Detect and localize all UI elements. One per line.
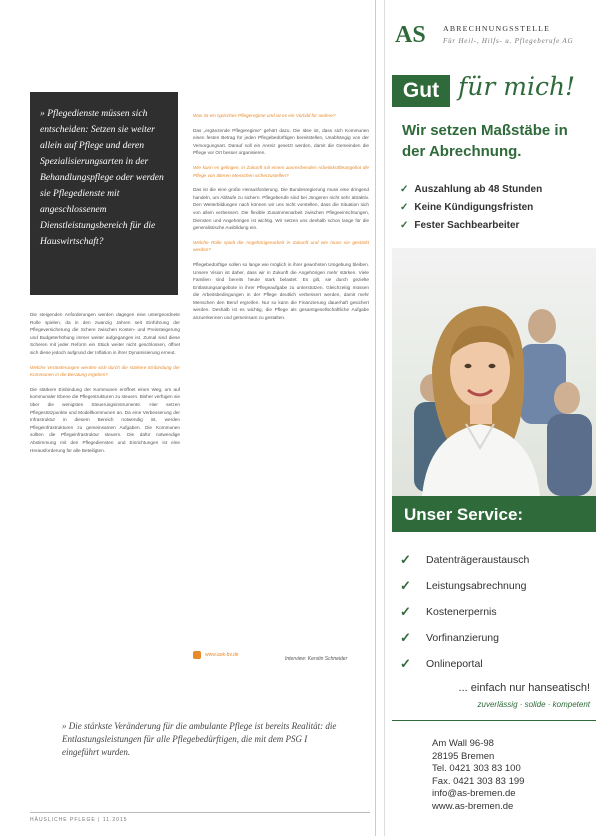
- check-icon: ✓: [400, 604, 411, 619]
- company-name: ABRECHNUNGSSTELLE: [443, 24, 551, 33]
- service-label: Onlineportal: [426, 658, 483, 670]
- ad-bullet: [400, 220, 595, 231]
- service-item: [400, 604, 595, 620]
- service-title: Unser Service:: [404, 505, 524, 524]
- interview-question: Welche Rolle spielt die Angehörigenarbeit in Zukunft und wie muss sie gestärkt werden?: [193, 239, 369, 253]
- link-text: www.aok-bv.de: [205, 652, 239, 658]
- check-icon: ✓: [400, 552, 411, 567]
- interview-question: Wie kann es gelingen, in Zukunft mit einem ausreichenden Arbeitskräfteangebot die Pflege von älteren Menschen sicherzustellen?: [193, 164, 369, 178]
- contact-block: [432, 738, 524, 813]
- service-list: [400, 552, 595, 682]
- pull-quote-box: [30, 92, 178, 295]
- contact-fax: Fax. 0421 303 83 199: [432, 775, 525, 787]
- article-paragraph: Pflegebedürftige sollen so lange wie möglich in ihrer gewohnten Umgebung bleiben. Unsere Vision ist daher, dass wir in Zukunft die Angehörigen mehr stärken. Viele Familien sind bereits heute stark belastet. Es gilt, sie durch gezielte Entlastungsangebote in ihrer Pflegeaufgabe zu unterstützen. Gleichzeitig müssen die Arbeitsbedingungen in der Pflege deutlich verbessert werden, damit mehr Menschen den Beruf ergreifen. Nur so kann die Finanzierung dauerhaft gesichert werden. Deshalb ist es wichtig, die Pflege als gesamtgesellschaftliche Aufgabe anzuerkennen und gemeinsam zu gestalten.: [193, 261, 369, 321]
- article-paragraph: Das ist die eine große Herausforderung. Die Bundesregierung muss eine dringend handeln, um Abläufe zu sichern. Pflegeberufe sind bei Jüngeren nicht sehr attraktiv. Den Weiterbildungen nach können wir uns nicht vorstellen, dass die Situation sich von allein verbessert. Die flexible Zusammenarbeit zwischen Pflegeeinrichtungen, Diensten und Angehörigen ist wichtig. Wir setzen uns deshalb schon lange für die generalistische Ausbildung ein.: [193, 187, 369, 231]
- interview-question: Welche Veränderungen werden sich durch die stärkere Einbindung der Kommunen in die Beratung ergeben?: [30, 364, 180, 378]
- service-label: Kostenerpernis: [426, 606, 497, 618]
- service-label: Vorfinanzierung: [426, 632, 499, 644]
- ad-bullet: [400, 202, 595, 213]
- ad-bullet: [400, 184, 595, 195]
- ad-tagline-sub: zuverlässig · solide · kompetent: [477, 700, 590, 709]
- article-paragraph: Die stärkere Einbindung der Kommunen eröffnet einen Weg, um auf kommunaler Ebene die Pflegestrukturen zu steuern. Bisher verfügen sie über die wenigsten Steuerungsinstrumente. Hier setzen Pflegestützpunkte und Modellkommunen an. Da eine Verbesserung der Infrastruktur in diesem Bereich notwendig ist, werden Pflegeinfrastrukturen zu gemeinsamen Aufgaben. Die Kommunen sollten die Pflegeinfrastruktur steuern. Die dafür notwendige Abstimmung mit den Pflegediensten und Einrichtungen ist eine Herausforderung für alle Beteiligten.: [30, 386, 180, 453]
- interview-signature: Interview: Kerstin Schneider: [285, 656, 348, 662]
- column-divider: [375, 0, 376, 836]
- article-column-left: [30, 311, 180, 461]
- check-icon: ✓: [400, 202, 409, 213]
- service-item: [400, 552, 595, 568]
- ad-divider: [392, 720, 596, 721]
- article-link[interactable]: [193, 651, 273, 659]
- ad-headline: Wir setzen Maßstäbe in der Abrechnung.: [402, 122, 568, 160]
- service-item: [400, 578, 595, 594]
- bullet-label: Fester Sachbearbeiter: [414, 220, 520, 231]
- service-label: Datenträgeraustausch: [426, 554, 530, 566]
- contact-street: Am Wall 96-98: [432, 738, 494, 749]
- article-paragraph: Das „ergänzende Pflegeregime“ gehört dazu. Die Idee ist, dass sich Kommunen einen festen Betrag für jeden Pflegebedürftigen bereitstellen, Unabhängig von der Versorgungsart. Darauf soll ein Anreiz gesetzt werden, damit die Gemeinden die Pflege vor Ort besser organisieren.: [193, 127, 369, 156]
- bullet-label: Auszahlung ab 48 Stunden: [414, 184, 543, 195]
- service-label: Leistungsabrechnung: [426, 580, 527, 592]
- bullet-label: Keine Kündigungsfristen: [414, 202, 534, 213]
- gut-badge: [392, 75, 450, 107]
- check-icon: ✓: [400, 184, 409, 195]
- pull-quote-text: » Pflegedienste müssen sich entscheiden: Setzen sie weiter allein auf Pflege und deren Spezialisierungsarten in der Behandlungspflege oder werden sie Pflegedienste mit angeschlossenem Dienstleistungsbereich für die Hauswirtschaft?: [40, 108, 164, 247]
- contact-city: 28195 Bremen: [432, 750, 495, 762]
- contact-web[interactable]: www.as-bremen.de: [432, 800, 514, 812]
- article-paragraph: Die steigenden Anforderungen werden dagegen eine untergeordnete Rolle spielen, da in den zwanzig Jahren seit Einführung der Pflegeversicherung die Schere zwischen Kosten- und Preissteigerung und Budgeterhöhung immer weiter aufgegangen ist. Zumal sind diese Scheren mit jeder Reform ein Stück weiter nicht geschlossen, öffnet sich diese jedoch aufgrund der Inflation in ihrer Dynamisierung erneut.: [30, 312, 180, 355]
- pull-quote-bottom: » Die stärkste Veränderung für die ambulante Pflege ist bereits Realität: die Entlastungsleistungen für alle Pflegebedürftigen, die mit dem PSG I eingeführt wurden.: [62, 721, 337, 757]
- company-subtitle: Für Heil-, Hilfs- u. Pflegeberufe AG: [443, 37, 574, 45]
- ad-bullet-list: [400, 184, 595, 238]
- ad-tagline: ... einfach nur hanseatisch!: [458, 682, 590, 694]
- page-footer: HÄUSLICHE PFLEGE | 11.2015: [30, 817, 128, 823]
- service-item: [400, 630, 595, 646]
- article-column-right: [193, 112, 369, 329]
- contact-email[interactable]: info@as-bremen.de: [432, 788, 516, 799]
- fuer-mich-script: für mich!: [458, 72, 576, 101]
- check-icon: ✓: [400, 630, 411, 645]
- gut-text: Gut: [402, 79, 440, 102]
- company-logo: AS: [395, 22, 426, 48]
- interview-question: Was ist ein typisches Pflegeregime und ist es ein Vorbild für andere?: [193, 113, 336, 118]
- ad-photo: [392, 248, 596, 496]
- check-icon: ✓: [400, 578, 411, 593]
- check-icon: ✓: [400, 656, 411, 671]
- footer-divider: [30, 812, 370, 813]
- contact-tel: Tel. 0421 303 83 100: [432, 763, 521, 774]
- service-item: [400, 656, 595, 672]
- people-photo-illustration: [392, 248, 596, 496]
- link-icon: [193, 651, 201, 659]
- check-icon: ✓: [400, 220, 409, 231]
